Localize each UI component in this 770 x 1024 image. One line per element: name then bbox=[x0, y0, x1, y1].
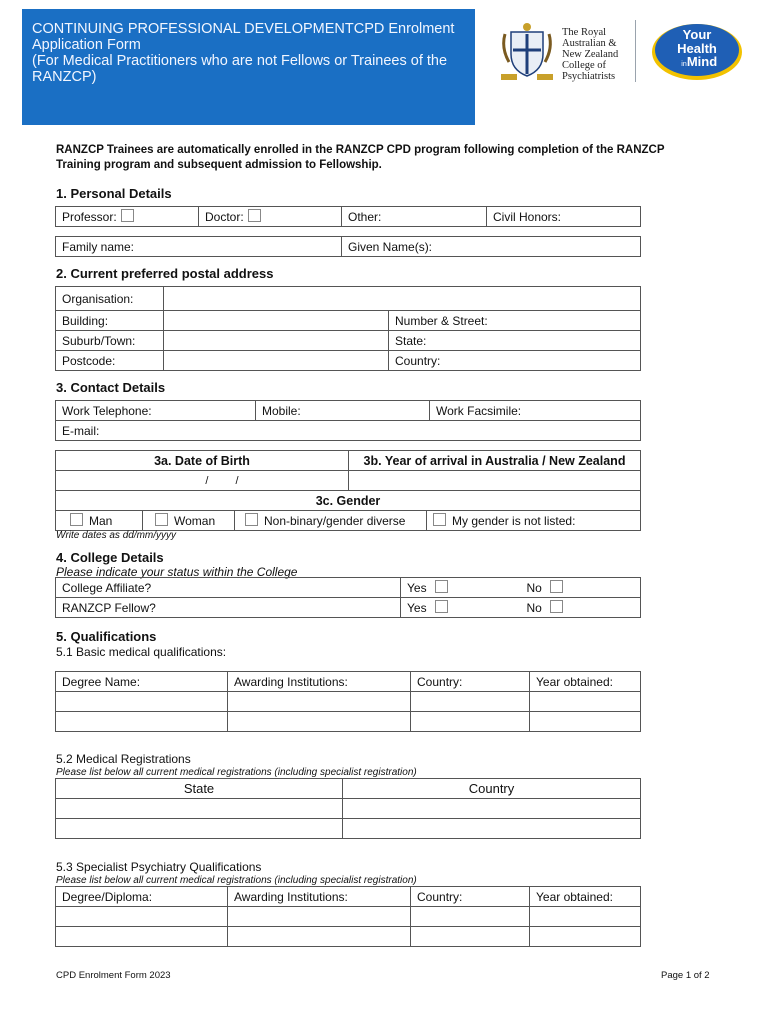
year-header bbox=[530, 672, 641, 692]
reg-state-label: State bbox=[183, 781, 215, 796]
table-cell-input[interactable] bbox=[343, 819, 641, 839]
reg-country-label: Country bbox=[468, 781, 515, 796]
table-cell-input[interactable] bbox=[530, 907, 641, 927]
given-names-field[interactable] bbox=[342, 237, 641, 257]
table-cell-input[interactable] bbox=[56, 819, 343, 839]
gender-not-listed-label: My gender is not listed: bbox=[452, 514, 576, 528]
fellow-no-option[interactable] bbox=[521, 598, 641, 618]
gender-nonbinary-label: Non-binary/gender diverse bbox=[264, 514, 406, 528]
state-field[interactable] bbox=[389, 331, 641, 351]
affiliate-yes-checkbox[interactable] bbox=[435, 580, 448, 593]
degree-diploma-label: Degree/Diploma: bbox=[62, 889, 153, 904]
yhim-word: in bbox=[681, 61, 687, 68]
specialist-qualifications-note: Please list below all current medical registrations (including specialist registration) bbox=[56, 875, 417, 886]
table-cell-input[interactable] bbox=[530, 712, 641, 732]
basic-qualifications-heading: 5.1 Basic medical qualifications: bbox=[56, 645, 227, 659]
degree-diploma-header bbox=[56, 887, 228, 907]
table-cell-input[interactable] bbox=[530, 692, 641, 712]
gender-nonbinary-option[interactable] bbox=[235, 511, 427, 531]
table-cell-input[interactable] bbox=[228, 927, 411, 947]
civil-honors-label: Civil Honors: bbox=[493, 209, 562, 224]
table-cell-input[interactable] bbox=[56, 907, 228, 927]
building-input[interactable] bbox=[164, 311, 389, 331]
country-label: Country: bbox=[395, 353, 441, 368]
fellow-yes-option[interactable] bbox=[401, 598, 521, 618]
reg-country-header bbox=[343, 779, 641, 799]
form-title: CONTINUING PROFESSIONAL DEVELOPMENTCPD Enrolment Application Form (For Medical Practitioners who are not Fellows or Trainees of the RANZCP) bbox=[32, 21, 455, 85]
table-cell-input[interactable] bbox=[56, 692, 228, 712]
organisation-label: Organisation: bbox=[62, 291, 134, 306]
college-name bbox=[562, 27, 618, 82]
degree-name-label: Degree Name: bbox=[62, 674, 141, 689]
suburb-input[interactable] bbox=[164, 331, 389, 351]
work-telephone-field[interactable] bbox=[56, 401, 256, 421]
college-crest-logo bbox=[497, 18, 557, 84]
affiliate-yes-option[interactable] bbox=[401, 578, 521, 598]
state-label: State: bbox=[395, 333, 427, 348]
other-title-field[interactable] bbox=[342, 207, 487, 227]
affiliate-no-checkbox[interactable] bbox=[550, 580, 563, 593]
yhim-word: Mind bbox=[686, 54, 718, 69]
fellow-no-label: No bbox=[526, 601, 542, 615]
mobile-field[interactable] bbox=[256, 401, 430, 421]
personal-details-heading: 1. Personal Details bbox=[56, 186, 172, 201]
awarding-header bbox=[228, 672, 411, 692]
postal-address-table bbox=[55, 286, 641, 371]
postcode-label-cell bbox=[56, 351, 164, 371]
college-affiliate-label: College Affiliate? bbox=[62, 580, 152, 595]
civil-honors-field[interactable] bbox=[487, 207, 641, 227]
table-cell-input[interactable] bbox=[56, 927, 228, 947]
fellow-no-checkbox[interactable] bbox=[550, 600, 563, 613]
ranzcp-fellow-label: RANZCP Fellow? bbox=[62, 600, 156, 615]
dob-heading: 3a. Date of Birth bbox=[154, 453, 250, 468]
spec-country-header bbox=[411, 887, 530, 907]
medical-registrations-table bbox=[55, 778, 641, 839]
dob-heading-cell bbox=[56, 451, 349, 471]
date-separators: / / bbox=[205, 474, 239, 487]
country-field[interactable] bbox=[389, 351, 641, 371]
table-cell-input[interactable] bbox=[228, 712, 411, 732]
basic-qualifications-table bbox=[55, 671, 641, 732]
title-banner bbox=[22, 9, 475, 125]
professor-checkbox[interactable] bbox=[121, 209, 134, 222]
gender-heading: 3c. Gender bbox=[315, 493, 381, 508]
doctor-field[interactable] bbox=[199, 207, 342, 227]
table-cell-input[interactable] bbox=[56, 799, 343, 819]
gender-man-option[interactable] bbox=[56, 511, 143, 531]
college-name-line: New Zealand bbox=[562, 49, 619, 60]
college-name-line: Psychiatrists bbox=[562, 71, 616, 82]
table-cell-input[interactable] bbox=[411, 907, 530, 927]
table-cell-input[interactable] bbox=[411, 712, 530, 732]
college-details-heading: 4. College Details bbox=[56, 550, 164, 565]
ranzcp-fellow-label-cell bbox=[56, 598, 401, 618]
table-cell-input[interactable] bbox=[343, 799, 641, 819]
intro-text: RANZCP Trainees are automatically enrolled in the RANZCP CPD program following completion of the RANZCP Training program and subsequent admission to Fellowship. bbox=[56, 144, 665, 171]
gender-woman-checkbox[interactable] bbox=[155, 513, 168, 526]
table-cell-input[interactable] bbox=[228, 907, 411, 927]
gender-not-listed-checkbox[interactable] bbox=[433, 513, 446, 526]
professor-field[interactable] bbox=[56, 207, 199, 227]
personal-details-table bbox=[55, 206, 641, 227]
gender-not-listed-option[interactable] bbox=[427, 511, 641, 531]
table-cell-input[interactable] bbox=[411, 692, 530, 712]
fellow-yes-checkbox[interactable] bbox=[435, 600, 448, 613]
college-status-note: Please indicate your status within the College bbox=[56, 565, 298, 579]
doctor-label: Doctor: bbox=[205, 210, 244, 224]
spec-awarding-label: Awarding Institutions: bbox=[234, 889, 348, 904]
yhim-word: Health bbox=[677, 41, 717, 56]
specialist-qualifications-heading: 5.3 Specialist Psychiatry Qualifications bbox=[56, 860, 262, 874]
spec-awarding-header bbox=[228, 887, 411, 907]
other-label: Other: bbox=[348, 209, 382, 224]
arrival-heading: 3b. Year of arrival in Australia / New Zealand bbox=[363, 453, 626, 468]
postcode-label: Postcode: bbox=[62, 353, 116, 368]
email-label: E-mail: bbox=[62, 423, 100, 438]
gender-woman-option[interactable] bbox=[143, 511, 235, 531]
email-field[interactable] bbox=[56, 421, 641, 441]
country-header bbox=[411, 672, 530, 692]
contact-details-heading: 3. Contact Details bbox=[56, 380, 166, 395]
gender-man-checkbox[interactable] bbox=[70, 513, 83, 526]
medical-registrations-note: Please list below all current medical registrations (including specialist registration) bbox=[56, 767, 417, 778]
footer-form-name: CPD Enrolment Form 2023 bbox=[56, 970, 171, 981]
building-label-cell bbox=[56, 311, 164, 331]
table-cell-input[interactable] bbox=[56, 712, 228, 732]
college-affiliate-label-cell bbox=[56, 578, 401, 598]
date-format-note: Write dates as dd/mm/yyyy bbox=[56, 530, 177, 541]
your-health-in-mind-logo bbox=[650, 22, 744, 82]
organisation-input[interactable] bbox=[164, 287, 641, 311]
family-name-label: Family name: bbox=[62, 239, 135, 254]
doctor-checkbox[interactable] bbox=[248, 209, 261, 222]
reg-state-header bbox=[56, 779, 343, 799]
college-details-table bbox=[55, 577, 641, 618]
spec-year-header bbox=[530, 887, 641, 907]
family-name-field[interactable] bbox=[56, 237, 342, 257]
work-telephone-label: Work Telephone: bbox=[62, 403, 152, 418]
college-name-line: College of bbox=[562, 60, 607, 71]
work-facsimile-label: Work Facsimile: bbox=[436, 403, 522, 418]
number-street-field[interactable] bbox=[389, 311, 641, 331]
fellow-yes-label: Yes bbox=[407, 601, 427, 615]
affiliate-no-label: No bbox=[526, 581, 542, 595]
spec-year-label: Year obtained: bbox=[536, 889, 613, 904]
postcode-input[interactable] bbox=[164, 351, 389, 371]
specialist-qualifications-table bbox=[55, 886, 641, 947]
building-label: Building: bbox=[62, 313, 109, 328]
given-names-label: Given Name(s): bbox=[348, 239, 433, 254]
postal-address-heading: 2. Current preferred postal address bbox=[56, 266, 274, 281]
number-street-label: Number & Street: bbox=[395, 313, 488, 328]
affiliate-yes-label: Yes bbox=[407, 581, 427, 595]
contact-details-table bbox=[55, 400, 641, 441]
spec-country-label: Country: bbox=[417, 889, 463, 904]
gender-woman-label: Woman bbox=[174, 514, 216, 528]
suburb-label: Suburb/Town: bbox=[62, 333, 136, 348]
table-cell-input[interactable] bbox=[228, 692, 411, 712]
professor-label: Professor: bbox=[62, 210, 117, 224]
dob-gender-table bbox=[55, 450, 641, 531]
footer-page-number: Page 1 of 2 bbox=[661, 970, 710, 981]
organisation-label-cell bbox=[56, 287, 164, 311]
medical-registrations-heading: 5.2 Medical Registrations bbox=[56, 752, 191, 766]
dob-input[interactable] bbox=[56, 471, 349, 491]
mobile-label: Mobile: bbox=[262, 403, 301, 418]
suburb-label-cell bbox=[56, 331, 164, 351]
gender-heading-cell bbox=[56, 491, 641, 511]
table-cell-input[interactable] bbox=[530, 927, 641, 947]
gender-nonbinary-checkbox[interactable] bbox=[245, 513, 258, 526]
logo-divider bbox=[635, 20, 636, 82]
table-cell-input[interactable] bbox=[411, 927, 530, 947]
degree-name-header bbox=[56, 672, 228, 692]
affiliate-no-option[interactable] bbox=[521, 578, 641, 598]
arrival-year-input[interactable] bbox=[349, 471, 641, 491]
name-table bbox=[55, 236, 641, 257]
arrival-heading-cell bbox=[349, 451, 641, 471]
year-label: Year obtained: bbox=[536, 674, 613, 689]
work-facsimile-field[interactable] bbox=[430, 401, 641, 421]
college-name-line: Australian & bbox=[562, 38, 617, 49]
college-name-line: The Royal bbox=[562, 27, 607, 38]
gender-man-label: Man bbox=[89, 514, 113, 528]
qualifications-heading: 5. Qualifications bbox=[56, 629, 157, 644]
yhim-word: Your bbox=[682, 27, 712, 42]
awarding-label: Awarding Institutions: bbox=[234, 674, 348, 689]
country-label: Country: bbox=[417, 674, 463, 689]
